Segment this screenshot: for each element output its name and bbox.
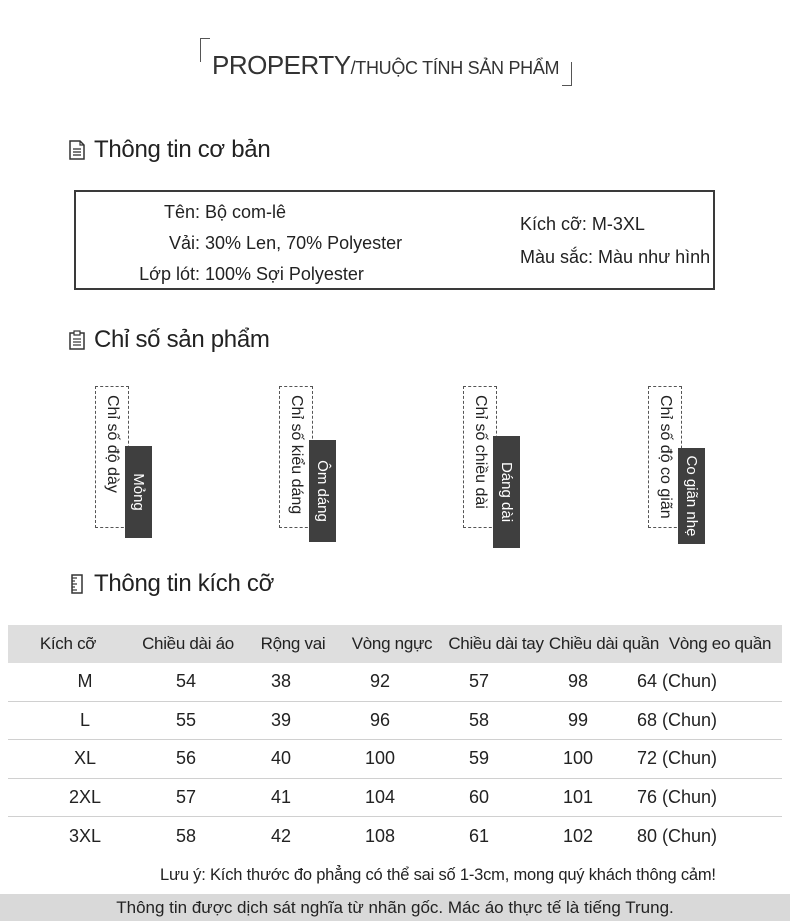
ruler-icon xyxy=(68,574,86,594)
table-cell: 72 (Chun) xyxy=(636,748,718,769)
gauge-stretch xyxy=(648,386,708,546)
size-info-heading xyxy=(68,570,274,598)
table-cell: 58 xyxy=(175,825,197,846)
table-cell: 92 xyxy=(369,671,391,692)
size-table xyxy=(8,625,782,856)
table-cell: 80 (Chun) xyxy=(636,825,718,846)
table-cell: 101 xyxy=(562,786,594,807)
gauge-label-box xyxy=(648,386,682,528)
table-cell: XL xyxy=(73,748,97,769)
table-cell: L xyxy=(79,709,90,730)
table-cell: 104 xyxy=(364,786,396,807)
gauge-label: Chỉ số kiểu dáng xyxy=(288,395,305,515)
table-row xyxy=(8,663,782,702)
basic-row-value: Bộ com-lê xyxy=(205,202,287,222)
table-row xyxy=(8,817,782,856)
table-cell: 40 xyxy=(270,748,292,769)
gauge-value-box xyxy=(493,436,520,548)
table-cell: 3XL xyxy=(68,825,102,846)
gauge-thickness xyxy=(95,386,155,546)
basic-row-value: 100% Sợi Polyester xyxy=(205,264,364,284)
gauge-value: Co giãn nhẹ xyxy=(683,455,700,537)
column-header: Kích cỡ xyxy=(39,634,97,653)
gauge-label: Chỉ số độ co giãn xyxy=(657,395,674,519)
table-cell: M xyxy=(77,671,93,692)
measurement-note: Lưu ý: Kích thước đo phẳng có thể sai số 1-3cm, mong quý khách thông cảm! xyxy=(160,866,716,884)
clipboard-icon xyxy=(68,330,86,350)
table-cell: 2XL xyxy=(68,786,102,807)
size-table-header xyxy=(8,625,782,663)
table-cell: 41 xyxy=(270,786,292,807)
gauge-value-box xyxy=(678,448,705,544)
table-cell: 59 xyxy=(468,748,490,769)
basic-info-box xyxy=(74,190,715,290)
gauge-fit xyxy=(279,386,339,546)
basic-info-heading xyxy=(68,136,270,164)
basic-info-title: Thông tin cơ bản xyxy=(94,136,271,163)
size-info-title: Thông tin kích cỡ xyxy=(94,570,275,597)
table-cell: 39 xyxy=(270,709,292,730)
table-cell: 98 xyxy=(567,671,589,692)
gauge-label-box xyxy=(95,386,129,528)
basic-row-value: M-3XL xyxy=(591,214,645,234)
gauge-label: Chỉ số độ dày xyxy=(104,395,121,493)
table-cell: 42 xyxy=(270,825,292,846)
gauge-value: Mỏng xyxy=(130,473,147,511)
page-title xyxy=(212,50,559,81)
table-row xyxy=(8,702,782,741)
page-title-main: PROPERTY xyxy=(212,50,351,80)
page-title-sub: /THUỘC TÍNH SẢN PHẨM xyxy=(350,58,560,78)
table-row xyxy=(8,779,782,818)
basic-row-value: 30% Len, 70% Polyester xyxy=(205,233,403,253)
gauge-label-box xyxy=(279,386,313,528)
column-header: Rộng vai xyxy=(260,634,326,653)
basic-row-label: Tên: xyxy=(163,202,200,222)
gauge-value-box xyxy=(309,440,336,542)
basic-row-size xyxy=(520,214,645,235)
basic-row-label: Vải: xyxy=(168,233,200,253)
gauge-value-box xyxy=(125,446,152,538)
table-cell: 100 xyxy=(562,748,594,769)
table-cell: 76 (Chun) xyxy=(636,786,718,807)
basic-row-label: Kích cỡ: xyxy=(520,214,587,234)
gauge-value: Ôm dáng xyxy=(314,460,331,522)
column-header: Chiều dài áo xyxy=(142,634,234,653)
page-header xyxy=(200,38,572,86)
header-corner-bottom-right xyxy=(562,62,572,86)
table-cell: 60 xyxy=(468,786,490,807)
basic-row-label: Màu sắc: xyxy=(520,247,594,267)
table-cell: 38 xyxy=(270,671,292,692)
basic-row-lining xyxy=(136,264,364,285)
table-row xyxy=(8,740,782,779)
column-header: Vòng eo quần xyxy=(668,634,772,653)
table-cell: 96 xyxy=(369,709,391,730)
basic-row-name xyxy=(136,202,286,223)
table-cell: 61 xyxy=(468,825,490,846)
table-cell: 54 xyxy=(175,671,197,692)
basic-row-value: Màu như hình xyxy=(598,247,711,267)
basic-row-label: Lớp lót: xyxy=(139,264,200,284)
basic-row-fabric xyxy=(136,233,402,254)
gauge-label-box xyxy=(463,386,497,528)
table-cell: 64 (Chun) xyxy=(636,671,718,692)
gauge-label: Chỉ số chiều dài xyxy=(472,395,489,509)
document-icon xyxy=(68,140,86,160)
basic-row-color xyxy=(520,247,710,268)
table-cell: 55 xyxy=(175,709,197,730)
table-cell: 100 xyxy=(364,748,396,769)
column-header: Vòng ngực xyxy=(351,634,433,653)
table-cell: 56 xyxy=(175,748,197,769)
product-index-heading xyxy=(68,326,270,354)
table-cell: 57 xyxy=(468,671,490,692)
gauge-value: Dáng dài xyxy=(498,461,515,523)
table-cell: 58 xyxy=(468,709,490,730)
column-header: Chiều dài quần xyxy=(548,634,660,653)
table-cell: 99 xyxy=(567,709,589,730)
product-index-title: Chỉ số sản phẩm xyxy=(94,326,270,353)
table-cell: 108 xyxy=(364,825,396,846)
table-cell: 102 xyxy=(562,825,594,846)
translation-footer: Thông tin được dịch sát nghĩa từ nhãn gốc. Mác áo thực tế là tiếng Trung. xyxy=(0,894,790,921)
gauge-length xyxy=(463,386,523,546)
table-cell: 57 xyxy=(175,786,197,807)
header-corner-top-left xyxy=(200,38,210,62)
table-cell: 68 (Chun) xyxy=(636,709,718,730)
column-header: Chiều dài tay xyxy=(448,634,544,653)
